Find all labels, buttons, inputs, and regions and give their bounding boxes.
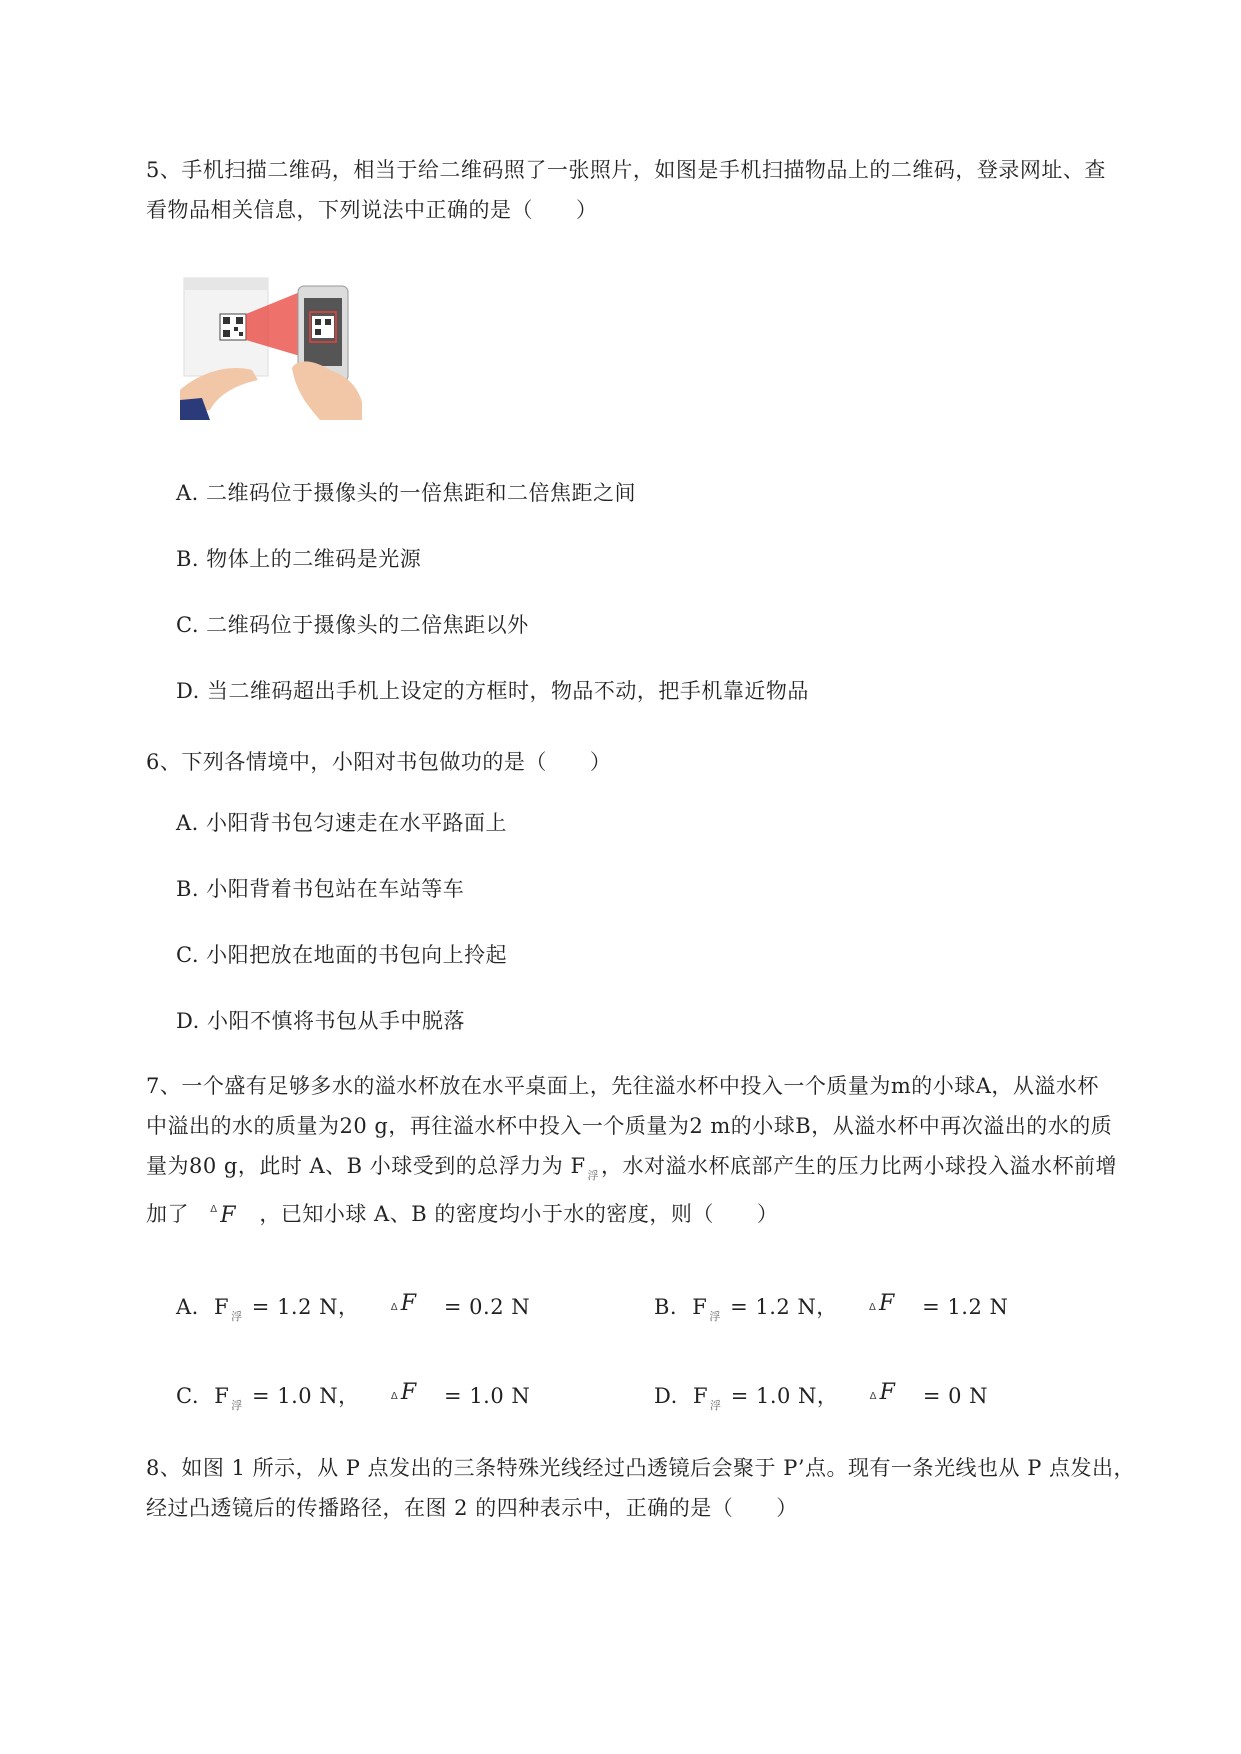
- q6-option-c[interactable]: C. 小阳把放在地面的书包向上拎起: [176, 943, 508, 967]
- q5-option-a[interactable]: A. 二维码位于摄像头的一倍焦距和二倍焦距之间: [176, 481, 637, 505]
- qr-code-icon: [220, 314, 246, 340]
- q5-option-d[interactable]: D. 当二维码超出手机上设定的方框时，物品不动，把手机靠近物品: [176, 679, 809, 703]
- question-8-line-1: 8、如图 1 所示，从 P 点发出的三条特殊光线经过凸透镜后会聚于 P’点。现有一条光线也从 P 点发出，: [146, 1456, 1136, 1480]
- q6-option-a[interactable]: A. 小阳背书包匀速走在水平路面上: [176, 811, 508, 835]
- buoyancy-subscript: 浮: [587, 1169, 600, 1182]
- q7-option-d[interactable]: D. F $_浮$ = 1.0 N， Δ F = 0 N: [654, 1379, 988, 1412]
- qr-scan-illustration: [180, 272, 362, 420]
- question-7-stem: [146, 1066, 1156, 1234]
- question-6-stem: 6、下列各情境中，小阳对书包做功的是（ ）: [146, 750, 612, 774]
- question-5-line-1: 5、手机扫描二维码，相当于给二维码照了一张照片，如图是手机扫描物品上的二维码，登录网址、查: [146, 158, 1106, 182]
- question-8-line-2: 经过凸透镜后的传播路径，在图 2 的四种表示中，正确的是（ ）: [146, 1496, 798, 1520]
- q7-option-c[interactable]: C. F $_浮$ = 1.0 N， Δ F = 1.0 N: [176, 1379, 531, 1412]
- q5-option-b[interactable]: B. 物体上的二维码是光源: [176, 547, 422, 571]
- q5-option-c[interactable]: C. 二维码位于摄像头的二倍焦距以外: [176, 613, 529, 637]
- delta-f-symbol: Δ F: [868, 1290, 895, 1316]
- question-7-line-1: 7、一个盛有足够多水的溢水杯放在水平桌面上，先往溢水杯中投入一个质量为m的小球A，从溢水杯: [146, 1074, 1099, 1098]
- delta-f-symbol: Δ F: [869, 1379, 896, 1405]
- delta-f-symbol: Δ F: [390, 1379, 417, 1405]
- q6-option-d[interactable]: D. 小阳不慎将书包从手中脱落: [176, 1009, 465, 1033]
- question-7-line-2: 中溢出的水的质量为20 g，再往溢水杯中投入一个质量为2 m的小球B，从溢水杯中再次溢出的水的质: [146, 1114, 1113, 1138]
- question-8-stem: [146, 1448, 1156, 1528]
- question-5-line-2: 看物品相关信息，下列说法中正确的是（ ）: [146, 198, 598, 222]
- question-7-line-3: 量为80 g，此时 A、B 小球受到的总浮力为 F $_浮$，水对溢水杯底部产生的压力比两小球投入溢水杯前增: [146, 1154, 1118, 1182]
- q6-option-b[interactable]: B. 小阳背着书包站在车站等车: [176, 877, 465, 901]
- q7-option-a[interactable]: A. F $_浮$ = 1.2 N， Δ F = 0.2 N: [176, 1290, 531, 1323]
- delta-f-symbol: Δ F: [210, 1202, 236, 1228]
- delta-f-symbol: Δ F: [390, 1290, 417, 1316]
- question-5-stem: [146, 150, 1156, 230]
- question-7-line-4: 加了 Δ F ，已知小球 A、B 的密度均小于水的密度，则（ ）: [146, 1202, 779, 1228]
- q7-option-b[interactable]: B. F $_浮$ = 1.2 N， Δ F = 1.2 N: [654, 1290, 1009, 1323]
- qr-scan-figure: [180, 272, 362, 420]
